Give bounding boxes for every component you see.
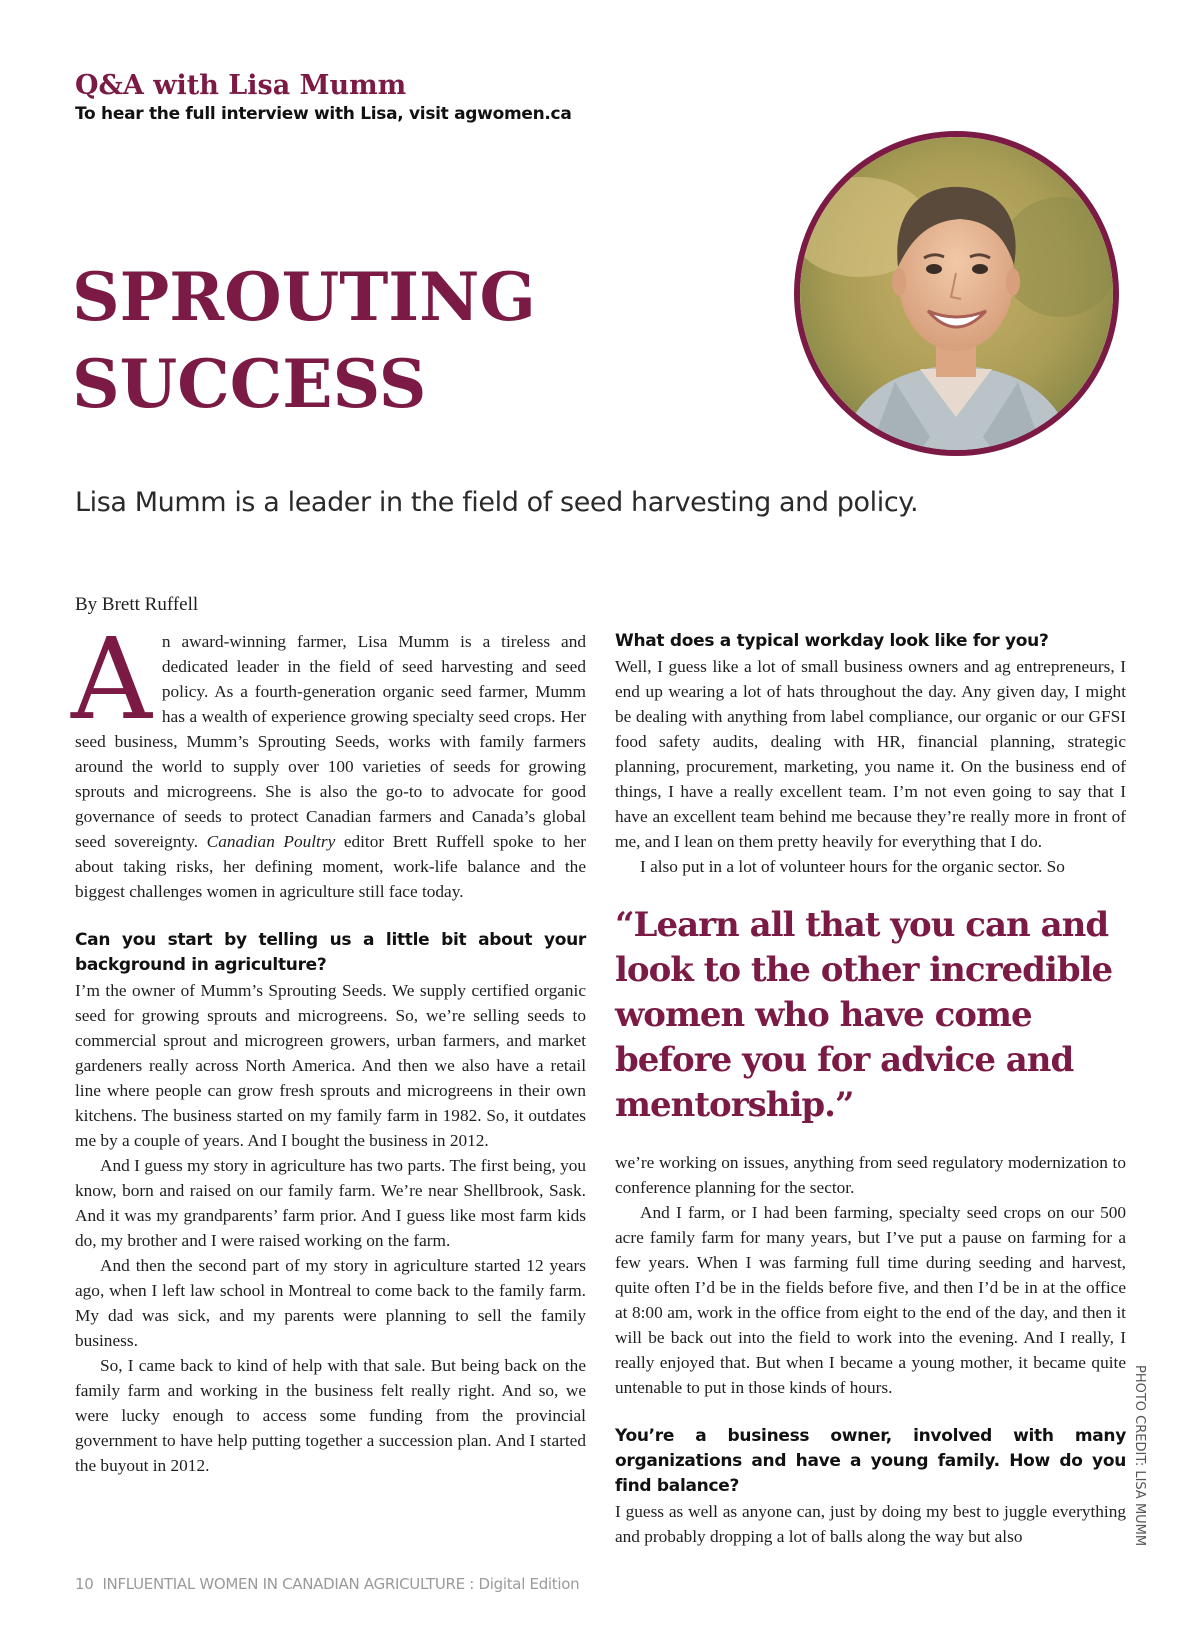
- answer-1-paragraph-1: I’m the owner of Mumm’s Sprouting Seeds. We supply certified organic seed for growing sprouts and microgreens. So, we’re selling seeds to commercial sprout and microgreen growers, urban farmers, and market gardeners really across North America. And then we also have a retail line where people can grow fresh sprouts and microgreens in their own kitchens. The business started on my family farm in 1982. So, it outdates me by a couple of years. And I bought the business in 2012.: [75, 981, 586, 1150]
- answer-1-paragraph-4: So, I came back to kind of help with that sale. But being back on the family farm and working in the business felt really right. And so, we were lucky enough to access some funding from the provincial government to have help putting together a succession plan. And I started the buyout in 2012.: [75, 1356, 586, 1475]
- publication-name: INFLUENTIAL WOMEN IN CANADIAN AGRICULTURE: [102, 1575, 465, 1593]
- answer-3-paragraph-1: I guess as well as anyone can, just by doing my best to juggle everything and probably dropping a lot of balls along the way but also: [615, 1502, 1126, 1546]
- answer-2-paragraph-1: Well, I guess like a lot of small business owners and ag entrepreneurs, I end up wearing a lot of hats throughout the day. Any given day, I might be dealing with anything from label compliance, our organic or our GFSI food safety audits, dealing with HR, financial planning, strategic planning, procurement, marketing, you name it. On the business end of things, I have a really excellent team. I’m not even going to say that I have an excellent team behind me because they’re really more in front of me, and I lean on them pretty heavily for everything that I do.: [615, 657, 1126, 851]
- headline-line-1: SPROUTING: [72, 258, 536, 336]
- question-1: Can you start by telling us a little bit about your background in agriculture?: [75, 930, 586, 975]
- headline: [72, 254, 536, 428]
- portrait-illustration: [800, 137, 1113, 450]
- edition-label: : Digital Edition: [464, 1575, 580, 1593]
- photo-credit: PHOTO CREDIT: LISA MUMM: [1132, 1365, 1147, 1547]
- article-deck: Lisa Mumm is a leader in the field of seed harvesting and policy.: [75, 487, 919, 518]
- left-column: [71, 615, 586, 1478]
- intro-paragraph: [71, 615, 586, 904]
- page-number: 10: [75, 1575, 94, 1593]
- answer-2-paragraph-3: And I farm, or I had been farming, specialty seed crops on our 500 acre family farm for many years, but I’ve put a pause on farming for a few years. When I was farming full time during seeding and harvest, quite often I’d be in the fields before five, and then I’d be in at the office at 8:00 am, work in the office from eight to the end of the day, and then it will be back out into the field to work into the evening. And I really, I really enjoyed that. But when I became a young mother, it became quite untenable to put in those kinds of hours.: [615, 1203, 1126, 1397]
- headline-line-2: SUCCESS: [72, 345, 427, 423]
- byline: By Brett Ruffell: [75, 594, 199, 615]
- intro-text-end: editor Brett Ruffell spoke to her about taking risks, her defining moment, work-life balance and the biggest challenges women in agriculture still face today.: [75, 832, 586, 901]
- question-2: What does a typical workday look like for you?: [615, 631, 1049, 651]
- kicker-title: Q&A with Lisa Mumm: [75, 70, 407, 101]
- right-column: [615, 629, 1126, 1549]
- interview-link-note: To hear the full interview with Lisa, visit agwomen.ca: [75, 104, 572, 124]
- portrait-photo: [794, 131, 1119, 456]
- page-footer: [75, 1575, 579, 1593]
- intro-text: n award-winning farmer, Lisa Mumm is a tireless and dedicated leader in the field of seed harvesting and seed policy. As a fourth-generation organic seed farmer, Mumm has a wealth of experience growing specialty seed crops. Her seed business, Mumm’s Sprouting Seeds, works with family farmers around the world to supply over 100 varieties of seeds for growing sprouts and microgreens. She is also the go-to to advocate for good governance of seeds to protect Canadian farmers and Canada’s global seed sovereignty.: [75, 632, 586, 851]
- answer-2-paragraph-2-start: I also put in a lot of volunteer hours for the organic sector. So: [640, 857, 1065, 876]
- answer-2-paragraph-2-end: we’re working on issues, anything from seed regulatory modernization to conference planning for the sector.: [615, 1153, 1126, 1197]
- pull-quote: “Learn all that you can and look to the other incredible women who have come before you for advice and mentorship.”: [615, 905, 1113, 1125]
- answer-1-paragraph-3: And then the second part of my story in agriculture started 12 years ago, when I left law school in Montreal to come back to the family farm. My dad was sick, and my parents were planning to sell the family business.: [75, 1256, 586, 1350]
- magazine-name: Canadian Poultry: [206, 832, 336, 851]
- question-3: You’re a business owner, involved with many organizations and have a young family. How do you find balance?: [615, 1426, 1126, 1496]
- drop-cap: A: [71, 615, 152, 745]
- answer-1-paragraph-2: And I guess my story in agriculture has two parts. The first being, you know, born and raised on our family farm. We’re near Shellbrook, Sask. And it was my grandparents’ farm prior. And I guess like most farm kids do, my brother and I were raised working on the farm.: [75, 1156, 586, 1250]
